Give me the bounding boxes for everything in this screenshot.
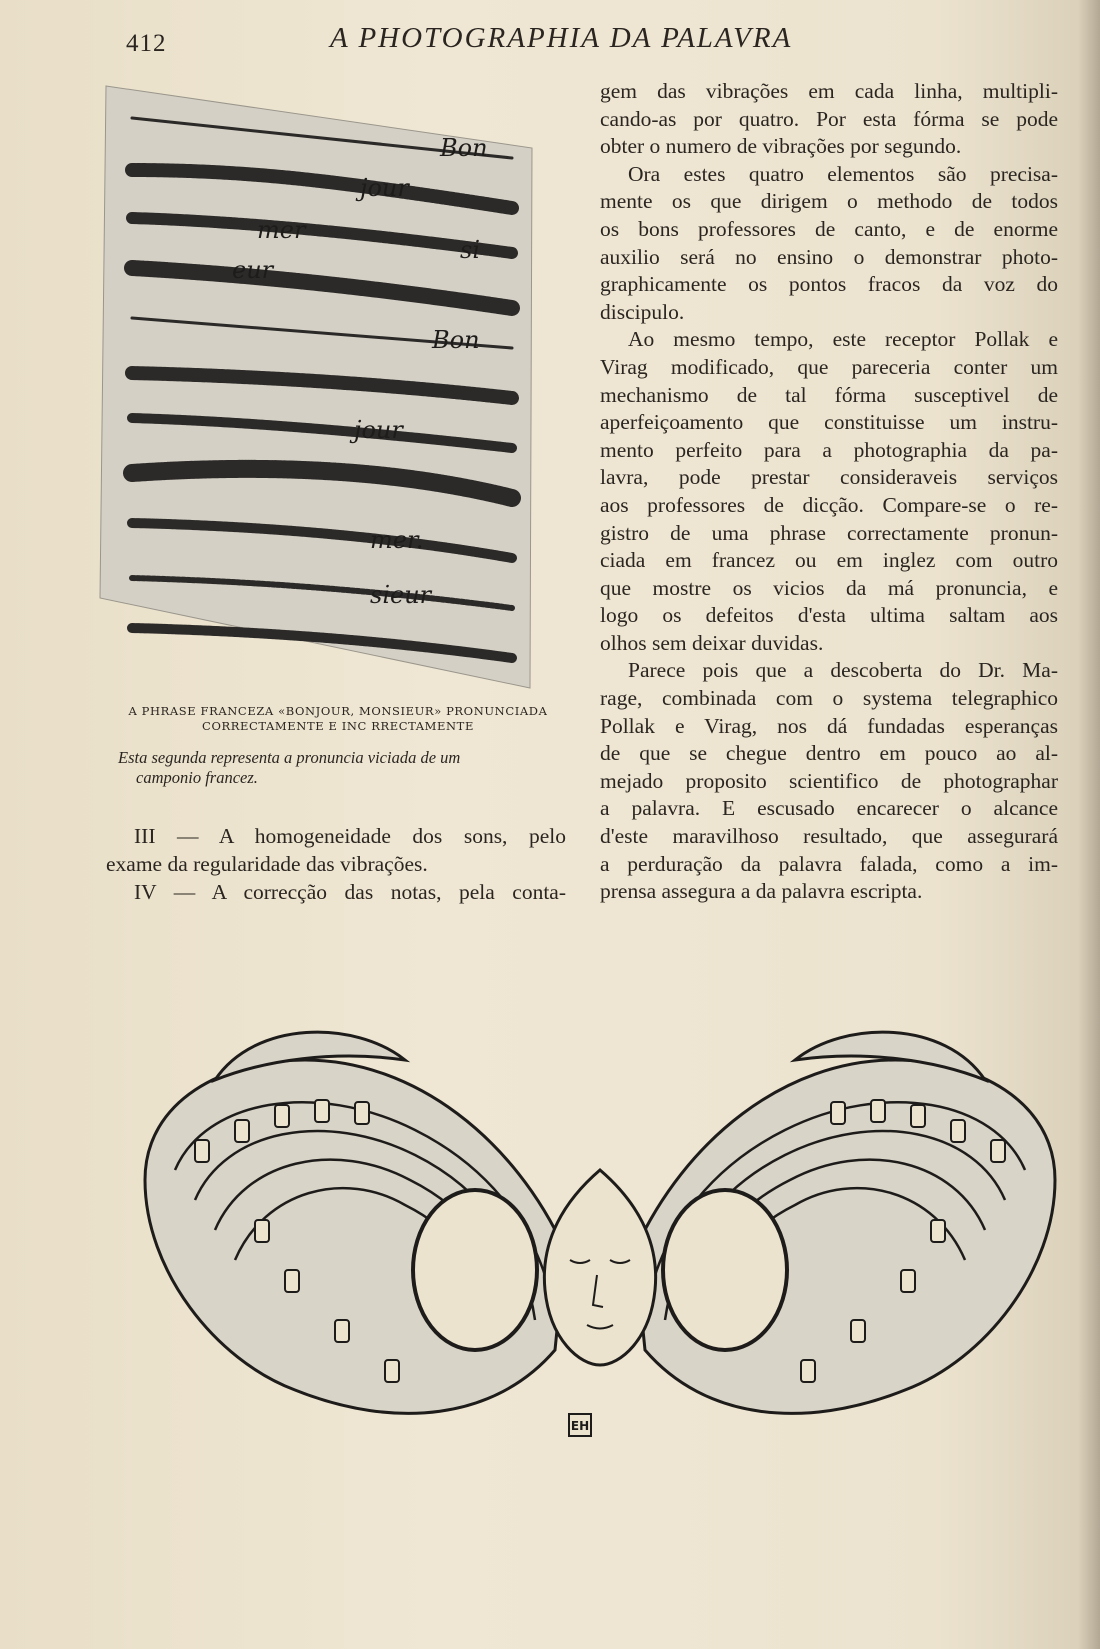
text-line: gem das vibrações em cada linha, multipli- (600, 79, 1058, 103)
text-line: a perduração da palavra falada, como a im- (600, 851, 1058, 876)
text-line: mente os que dirigem o methodo de todos (600, 189, 1058, 214)
monogram-text: EH (570, 1419, 590, 1433)
left-column-text (106, 822, 566, 906)
waveform-photograph (92, 78, 562, 708)
text-line: Parece pois que a descoberta do Dr. Ma- (628, 658, 1058, 683)
text-line: a palavra. E escusado encarecer o alcance (600, 796, 1058, 821)
page-edge-shadow (1078, 0, 1100, 1649)
handwriting-word: si (460, 236, 480, 264)
handwriting-word: mer. (370, 526, 424, 554)
text-line: gistro de uma phrase correctamente pronun- (600, 520, 1058, 545)
handwriting-word: jour (360, 174, 409, 202)
figure-caption: A PHRASE FRANCEZA «BONJOUR, MONSIEUR» PRONUNCIADA CORRECTAMENTE E INC RRECTAMENTE (128, 704, 548, 733)
text-line: rage, combinada com o systema telegraphico (600, 686, 1058, 711)
handwriting-word: sieur (370, 581, 432, 609)
monogram-logo (568, 1413, 592, 1437)
text-line: obter o numero de vibrações por segundo. (600, 134, 962, 159)
text-line: Ora estes quatro elementos são precisa- (628, 161, 1058, 186)
text-line: Pollak e Virag, nos dá fundadas esperanças (600, 713, 1058, 738)
text-line: aos professores de dicção. Compare-se o re- (600, 492, 1058, 517)
art-nouveau-ornament (135, 1020, 1065, 1450)
text-line: aperfeiçoamento que constituisse um instru- (600, 410, 1058, 435)
paragraph-1 (600, 78, 1058, 161)
text-line: exame da regularidade das vibrações. (106, 852, 428, 876)
text-line: logo os defeitos d'esta ultima saltam aos (600, 603, 1058, 628)
text-line: ciada em francez ou em inglez com outro (600, 548, 1058, 573)
handwriting-word: Bon (432, 326, 480, 354)
text-line: IV — A correcção das notas, pela conta- (134, 880, 566, 904)
paragraph-4 (600, 657, 1058, 905)
text-line: os bons professores de canto, e de enorme (600, 216, 1058, 241)
text-line: III — A homogeneidade dos sons, pelo (134, 824, 566, 848)
text-line: mento perfeito para a photographia da pa- (600, 437, 1058, 462)
text-line: graphicamente os pontos fracos da voz do (600, 272, 1058, 297)
right-column-text (600, 78, 1058, 906)
page-number: 412 (126, 30, 167, 57)
text-line: olhos sem deixar duvidas. (600, 630, 824, 655)
text-line: auxilio será no ensino o demonstrar photo- (600, 244, 1058, 269)
paragraph-3 (600, 326, 1058, 657)
figure-caption-italic (118, 748, 558, 788)
text-line: lavra, pode prestar consideraveis serviços (600, 465, 1058, 490)
text-line: Ao mesmo tempo, este receptor Pollak e (628, 327, 1058, 352)
text-line: mejado proposito scientifico de photographar (600, 768, 1058, 793)
text-line: mechanismo de tal fórma susceptivel de (600, 382, 1058, 407)
handwriting-word: Bon (440, 134, 488, 162)
text-line: de que se chegue dentro em pouco ao al- (600, 741, 1058, 766)
handwriting-word: eur (232, 256, 274, 284)
caption-line: Esta segunda representa a pronuncia viciada de um (118, 748, 461, 767)
face (544, 1170, 655, 1365)
handwriting-word: jour (354, 416, 403, 444)
text-line: prensa assegura a da palavra escripta. (600, 879, 923, 904)
paragraph-2 (600, 161, 1058, 327)
text-line: cando-as por quatro. Por esta fórma se pode (600, 106, 1058, 131)
caption-line: camponio francez. (136, 768, 258, 787)
text-line: que mostre os vicios da má pronuncia, e (600, 575, 1058, 600)
text-line: Virag modificado, que pareceria conter um (600, 354, 1058, 379)
text-line: d'este maravilhoso resultado, que assegurará (600, 824, 1058, 849)
handwriting-word: mer (257, 216, 306, 244)
text-line: discipulo. (600, 299, 685, 324)
running-title: A PHOTOGRAPHIA DA PALAVRA (330, 22, 793, 54)
